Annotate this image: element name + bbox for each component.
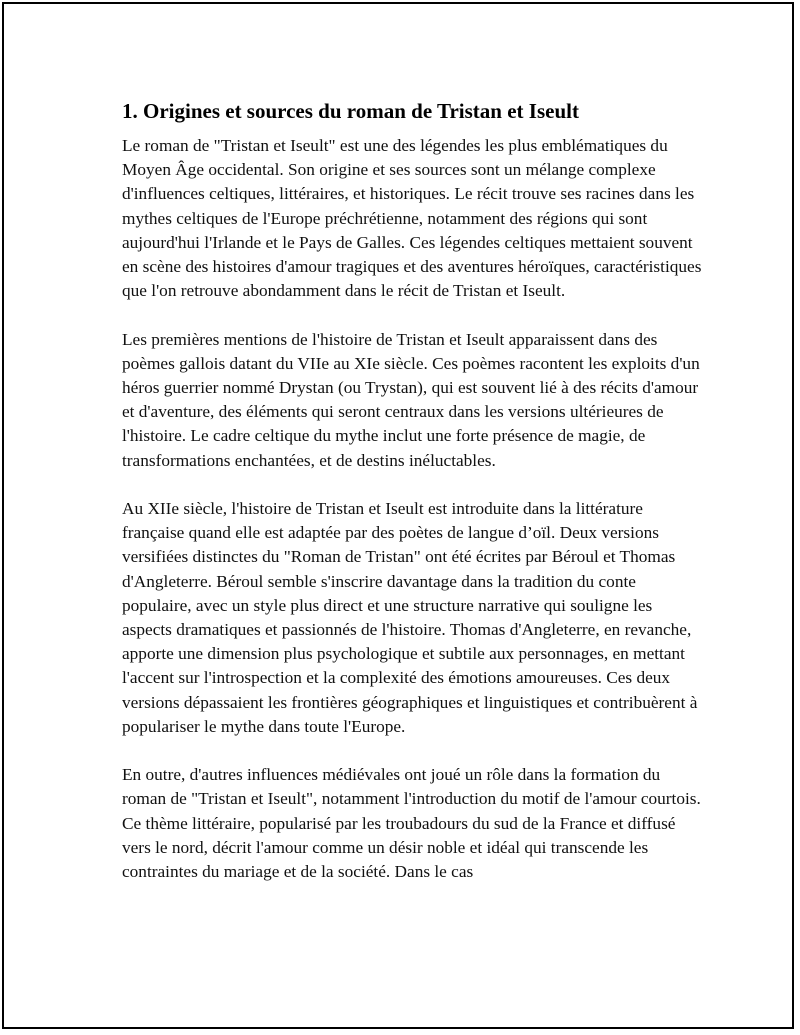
document-body <box>122 98 702 908</box>
section-heading: 1. Origines et sources du roman de Tristan et Iseult <box>122 99 579 123</box>
paragraph-2: Les premières mentions de l'histoire de Tristan et Iseult apparaissent dans des poèmes gallois datant du VIIe au XIe siècle. Ces poèmes racontent les exploits d'un héros guerrier nommé Drystan (ou Trystan), qui est souvent lié à des récits d'amour et d'aventure, des éléments qui seront centraux dans les versions ultérieures de l'histoire. Le cadre celtique du mythe inclut une forte présence de magie, de transformations enchantées, et de destins inéluctables. <box>122 329 700 470</box>
paragraph-1: Le roman de "Tristan et Iseult" est une des légendes les plus emblématiques du Moyen Âge occidental. Son origine et ses sources sont un mélange complexe d'influences celtiques, littéraires, et historiques. Le récit trouve ses racines dans les mythes celtiques de l'Europe préchrétienne, notamment des régions qui sont aujourd'hui l'Irlande et le Pays de Galles. Ces légendes celtiques mettaient souvent en scène des histoires d'amour tragiques et des aventures héroïques, caractéristiques que l'on retrouve abondamment dans le récit de Tristan et Iseult. <box>122 136 702 301</box>
paragraph-4: En outre, d'autres influences médiévales ont joué un rôle dans la formation du roman de "Tristan et Iseult", notamment l'introduction du motif de l'amour courtois. Ce thème littéraire, popularisé par les troubadours du sud de la France et diffusé vers le nord, décrit l'amour comme un désir noble et idéal qui transcende les contraintes du mariage et de la société. Dans le cas <box>122 765 701 882</box>
page-frame <box>2 2 794 1029</box>
paragraph-3: Au XIIe siècle, l'histoire de Tristan et Iseult est introduite dans la littérature française quand elle est adaptée par des poètes de langue d’oïl. Deux versions versifiées distinctes du "Roman de Tristan" ont été écrites par Béroul et Thomas d'Angleterre. Béroul semble s'inscrire davantage dans la tradition du conte populaire, avec un style plus direct et une structure narrative qui souligne les aspects dramatiques et passionnés de l'histoire. Thomas d'Angleterre, en revanche, apporte une dimension plus psychologique et subtile aux personnages, en mettant l'accent sur l'introspection et la complexité des émotions amoureuses. Ces deux versions dépassaient les frontières géographiques et linguistiques et contribuèrent à populariser le mythe dans toute l'Europe. <box>122 499 698 736</box>
